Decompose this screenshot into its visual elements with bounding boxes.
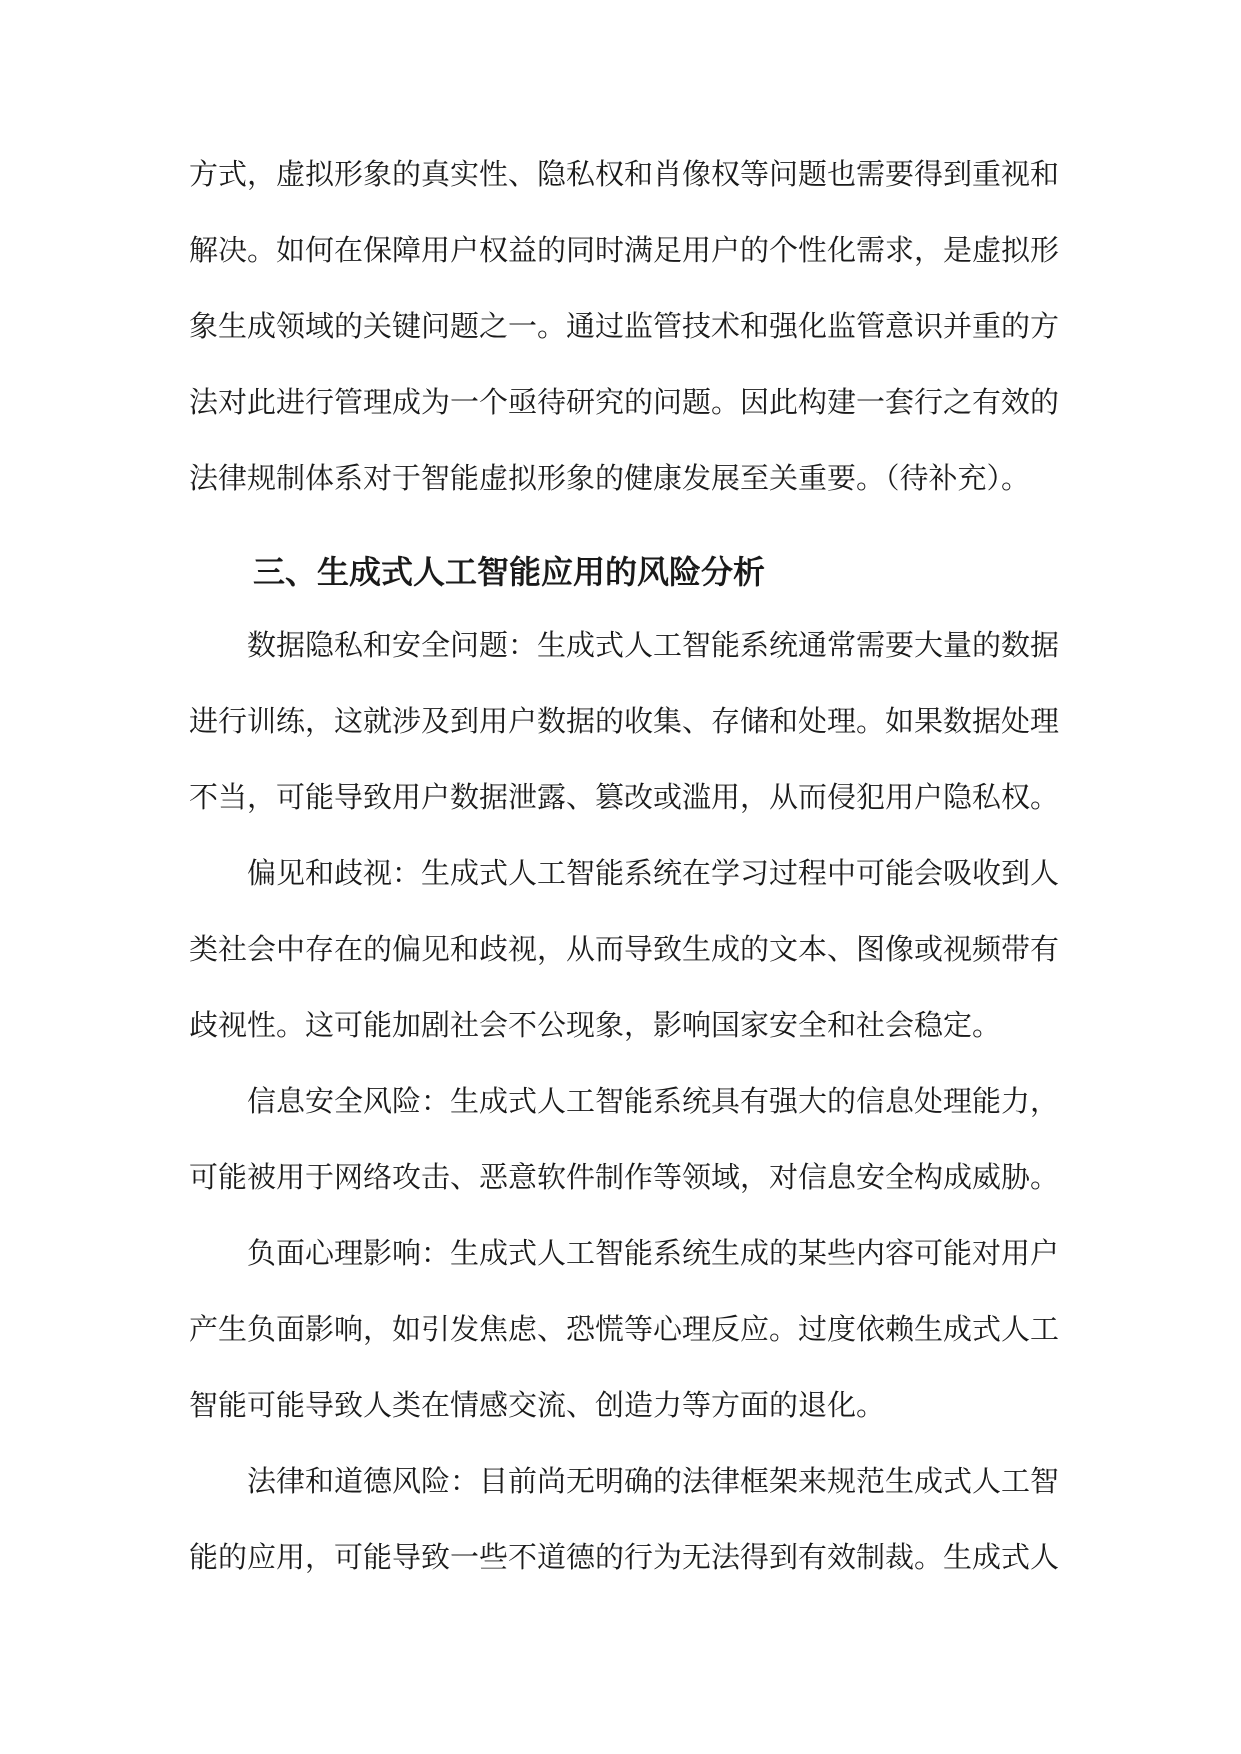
paragraph-psychology [189, 1223, 1060, 1451]
paragraph-data-privacy [189, 615, 1060, 843]
paragraph-legal-ethics [189, 1451, 1060, 1603]
text-line: 法律和道德风险：目前尚无明确的法律框架来规范生成式人工智 [247, 1464, 1060, 1498]
text-line: 类社会中存在的偏见和歧视，从而导致生成的文本、图像或视频带有 [189, 932, 1060, 966]
text-line: 信息安全风险：生成式人工智能系统具有强大的信息处理能力， [247, 1084, 1060, 1118]
text-line: 产生负面影响，如引发焦虑、恐慌等心理反应。过度依赖生成式人工 [189, 1312, 1060, 1346]
text-line: 象生成领域的关键问题之一。通过监管技术和强化监管意识并重的方 [189, 309, 1060, 343]
text-line: 方式，虚拟形象的真实性、隐私权和肖像权等问题也需要得到重视和 [189, 157, 1060, 191]
text-line: 负面心理影响：生成式人工智能系统生成的某些内容可能对用户 [247, 1236, 1060, 1270]
document-page [189, 144, 1060, 1603]
text-line: 解决。如何在保障用户权益的同时满足用户的个性化需求，是虚拟形 [189, 233, 1060, 267]
text-line: 进行训练，这就涉及到用户数据的收集、存储和处理。如果数据处理 [189, 704, 1060, 738]
text-line: 智能可能导致人类在情感交流、创造力等方面的退化。 [189, 1388, 886, 1422]
text-line: 偏见和歧视：生成式人工智能系统在学习过程中可能会吸收到人 [247, 856, 1060, 890]
text-line: 能的应用，可能导致一些不道德的行为无法得到有效制裁。生成式人 [189, 1540, 1060, 1574]
text-line: 不当，可能导致用户数据泄露、篡改或滥用，从而侵犯用户隐私权。 [189, 780, 1060, 814]
text-line: 法对此进行管理成为一个亟待研究的问题。因此构建一套行之有效的 [189, 385, 1060, 419]
intro-paragraph [189, 144, 1060, 524]
section-heading: 三、生成式人工智能应用的风险分析 [253, 553, 766, 591]
paragraph-info-security [189, 1071, 1060, 1223]
text-line: 数据隐私和安全问题：生成式人工智能系统通常需要大量的数据 [247, 628, 1060, 662]
text-line: 法律规制体系对于智能虚拟形象的健康发展至关重要。（待补充）。 [189, 461, 1031, 495]
text-line: 歧视性。这可能加剧社会不公现象，影响国家安全和社会稳定。 [189, 1008, 1002, 1042]
text-line: 可能被用于网络攻击、恶意软件制作等领域，对信息安全构成威胁。 [189, 1160, 1060, 1194]
paragraph-bias [189, 843, 1060, 1071]
